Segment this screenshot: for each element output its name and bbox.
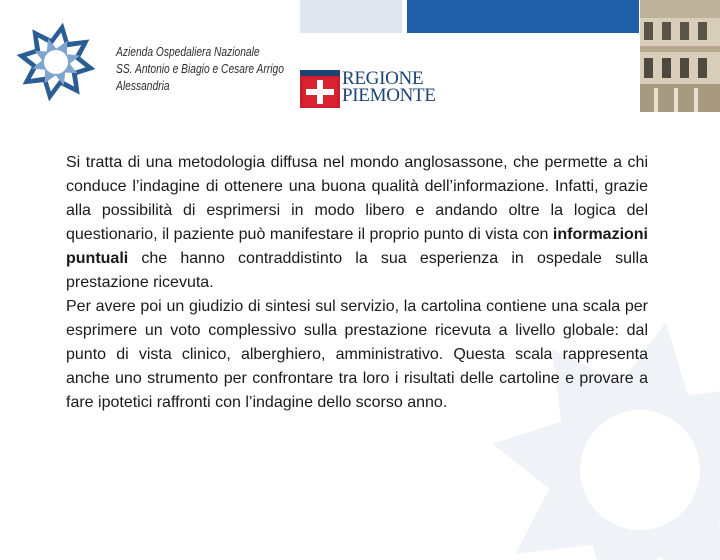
paragraph-1-start: Si tratta di una metodologia diffusa nel mondo anglosassone, che permette a chi conduce l’indagine di ottenere una buona qualità dell’informazione. Infatti, grazie alla possibilità di esprimersi in modo libero e andando oltre la logica del questionario, il paziente può manifestare il proprio punto di vista con [66, 154, 648, 243]
shield-icon [300, 70, 340, 108]
hospital-name-line-2: SS. Antonio e Biagio e Cesare Arrigo [116, 62, 284, 76]
star-icon [6, 12, 106, 112]
paragraph-1 [66, 151, 648, 295]
paragraph-1-end: che hanno contraddistinto la sua esperienza in ospedale sulla prestazione ricevuta. [66, 250, 648, 291]
region-logo [300, 70, 440, 108]
region-name-line-1: REGIONE [342, 68, 424, 89]
header-bar-light [300, 0, 402, 33]
header-bar-blue [407, 0, 639, 33]
hospital-name [116, 44, 284, 95]
paragraph-2: Per avere poi un giudizio di sintesi sul servizio, la cartolina contiene una scala per esprimere un voto complessivo sulla prestazione ricevuta a livello globale: dal punto di vista clinico, alberghiero, amministrativo. Questa scala rappresenta anche uno strumento per confrontare tra loro i risultati delle cartoline e provare a fare ipotetici raffronti con l’indagine dello scorso anno. [66, 298, 648, 411]
paragraph-1-emphasis: informazioni puntuali [66, 226, 648, 267]
hospital-name-line-3: Alessandria [116, 79, 170, 93]
building-photo [640, 0, 720, 112]
region-name-line-2: PIEMONTE [342, 85, 436, 106]
hospital-name-line-1: Azienda Ospedaliera Nazionale [116, 45, 260, 59]
body-text [66, 151, 648, 415]
